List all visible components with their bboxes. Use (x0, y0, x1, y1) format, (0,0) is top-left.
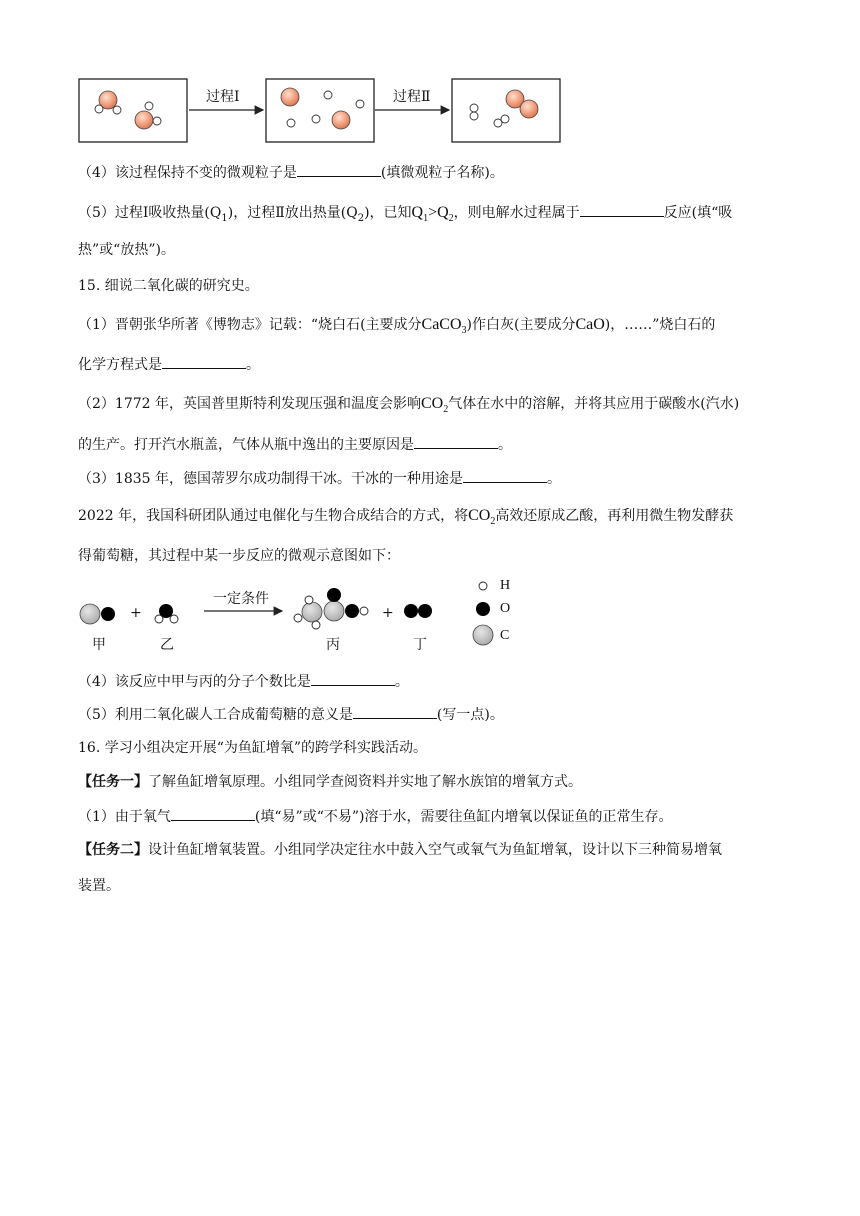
q15-p1-l2-pre: 化学方程式是 (78, 357, 162, 373)
reaction-diagram-svg (76, 578, 536, 656)
caco-sub: 3 (461, 325, 467, 337)
arrow2-label: 过程Ⅱ (393, 89, 431, 105)
q15-p1-c: )，……”烧白石的 (604, 317, 716, 333)
co: CO (421, 395, 444, 412)
q15-part4 (78, 671, 409, 692)
q15-part3 (78, 468, 561, 489)
process-diagram (78, 78, 562, 144)
q15-intro-line2: 得葡萄糖，其过程中某一步反应的微观示意图如下： (78, 548, 400, 564)
q14-p5-pre: （5）过程Ⅰ吸收热量(Q (78, 205, 222, 221)
answer-blank[interactable] (580, 202, 664, 217)
caco3-formula (421, 316, 467, 337)
q15-p5-pre: （5）利用二氧化碳人工合成葡萄糖的意义是 (78, 707, 353, 723)
cao-formula: CaO (575, 316, 605, 333)
reaction-diagram (76, 578, 536, 656)
q15-p3-post: 。 (547, 471, 561, 487)
q15-p3-pre: （3）1835 年，德国蒂罗尔成功制得干冰。干冰的一种用途是 (78, 471, 463, 487)
process-diagram-svg (78, 78, 562, 144)
q14-part4 (78, 162, 504, 183)
label-ding: 丁 (413, 637, 427, 653)
q15-title: 15. 细说二氧化碳的研究史。 (78, 278, 259, 294)
q14-p5-b: )，过程Ⅱ放出热量(Q (227, 205, 358, 221)
q15-intro (78, 506, 733, 532)
q15-p2-b: 气体在水中的溶解，并将其应用于碳酸水(汽水) (448, 396, 740, 412)
q15-p1-a: （1）晋朝张华所著《博物志》记载：“烧白石(主要成分 (78, 317, 422, 333)
q2-sub: 2 (448, 213, 454, 225)
reaction-condition: 一定条件 (213, 591, 269, 607)
box-middle (266, 79, 374, 142)
q15-intro-b: 高效还原成乙酸，再利用微生物发酵获 (495, 508, 734, 524)
box-after (452, 79, 560, 142)
q14-p5-post: 反应(填“吸 (663, 205, 733, 221)
q16-p1-post: (填“易”或“不易”)溶于水，需要往鱼缸内增氧以保证鱼的正常生存。 (254, 809, 673, 825)
q16-task2-line2: 装置。 (78, 878, 120, 894)
q14-p5-sub1: 1 (221, 212, 228, 224)
q14-part5 (78, 202, 732, 229)
co-2: CO (468, 507, 491, 524)
q14-p5-d: )，已知 (364, 205, 412, 221)
task2-text: 设计鱼缸增氧装置。小组同学决定往水中鼓入空气或氧气为鱼缸增氧，设计以下三种简易增氧 (148, 842, 722, 858)
q15-p1-b: )作白灰(主要成分 (466, 317, 576, 333)
legend-c: C (500, 628, 510, 643)
q16-task2 (78, 840, 722, 860)
task1-tag: 【任务一】 (78, 774, 148, 790)
legend-h: H (500, 578, 511, 593)
answer-blank[interactable] (162, 354, 246, 369)
q14-p4-post: (填微观粒子名称)。 (380, 165, 504, 181)
plus-sign-2: + (382, 605, 394, 621)
q15-p4-pre: （4）该反应中甲与丙的分子个数比是 (78, 674, 311, 690)
co-sub-2: 2 (490, 516, 496, 528)
q-gt: >Q (428, 204, 449, 221)
q14-p4-pre: （4）该过程保持不变的微观粒子是 (78, 165, 297, 181)
label-yi: 乙 (160, 637, 174, 653)
label-jia: 甲 (92, 637, 106, 653)
task2-tag: 【任务二】 (78, 842, 148, 858)
q15-part2-line2 (78, 434, 512, 455)
q15-intro-a: 2022 年，我国科研团队通过电催化与生物合成结合的方式，将 (78, 508, 469, 524)
answer-blank[interactable] (297, 162, 381, 177)
q15-part1 (78, 315, 715, 341)
task1-text: 了解鱼缸增氧原理。小组同学查阅资料并实地了解水族馆的增氧方式。 (148, 774, 582, 790)
q16-part1 (78, 806, 672, 827)
q-symbol: Q (411, 204, 424, 221)
answer-blank[interactable] (353, 704, 437, 719)
q15-p5-post: (写一点)。 (436, 707, 504, 723)
q14-p5-e: ，则电解水过程属于 (453, 205, 580, 221)
answer-blank[interactable] (171, 806, 255, 821)
q1-sub: 1 (423, 213, 429, 225)
q15-p2-l2-pre: 的生产。打开汽水瓶盖，气体从瓶中逸出的主要原因是 (78, 437, 414, 453)
q16-title: 16. 学习小组决定开展“为鱼缸增氧”的跨学科实践活动。 (78, 740, 428, 756)
co-sub: 2 (443, 404, 449, 416)
label-bing: 丙 (326, 637, 340, 653)
co2-formula-2 (468, 507, 496, 528)
legend-o: O (500, 601, 511, 616)
q15-p4-post: 。 (394, 674, 409, 690)
answer-blank[interactable] (311, 671, 395, 686)
q14-part5-line2: 热”或“放热”)。 (78, 242, 175, 258)
caco: CaCO (421, 316, 462, 333)
q15-part2 (78, 394, 739, 420)
plus-sign-1: + (130, 605, 142, 621)
q15-p2-l2-post: 。 (498, 437, 512, 453)
q14-q-expr (411, 204, 454, 225)
q16-task1 (78, 772, 582, 792)
answer-blank[interactable] (463, 468, 547, 483)
q16-p1-pre: （1）由于氧气 (78, 809, 171, 825)
arrow1-label: 过程Ⅰ (206, 89, 240, 105)
q14-p5-sub2: 2 (357, 212, 365, 224)
co2-formula (421, 395, 449, 416)
q15-part5 (78, 704, 504, 725)
answer-blank[interactable] (414, 434, 498, 449)
q15-p2-a: （2）1772 年，英国普里斯特利发现压强和温度会影响 (78, 396, 421, 412)
q15-part1-line2 (78, 354, 260, 375)
q15-p1-l2-post: 。 (246, 357, 260, 373)
